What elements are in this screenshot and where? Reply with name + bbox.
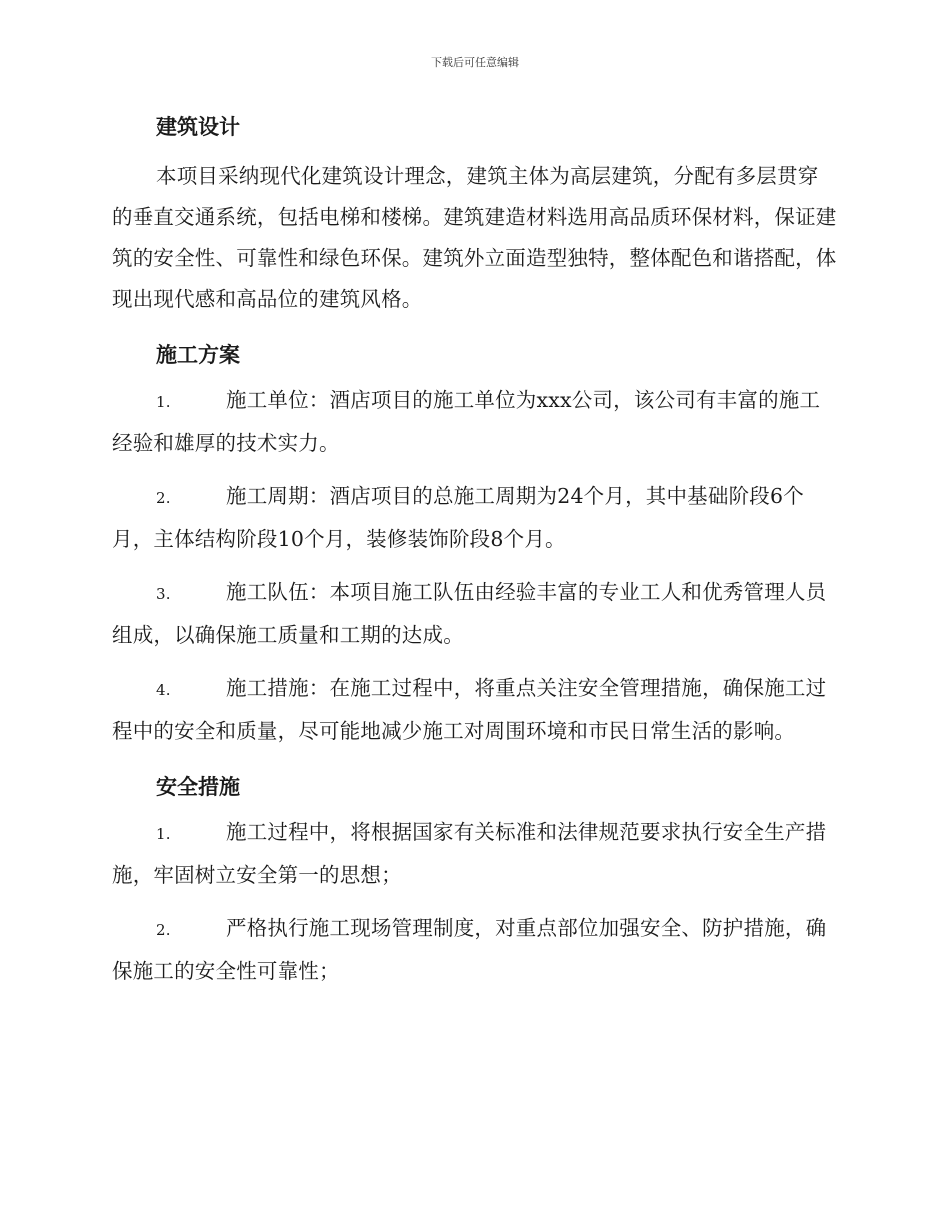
list-number: 1.	[156, 393, 171, 411]
section-heading-architecture: 建筑设计	[156, 114, 240, 139]
section-heading-safety: 安全措施	[156, 774, 240, 799]
list-number: 2.	[156, 489, 171, 507]
list-item-text: 施工过程中，将根据国家有关标准和法律规范要求执行安全生产措施，牢固树立安全第一的思想；	[112, 820, 827, 887]
list-item	[112, 476, 838, 560]
list-item	[112, 812, 838, 896]
list-item	[112, 380, 838, 464]
list-item	[112, 908, 838, 992]
list-item-text: 施工周期：酒店项目的总施工周期为24个月，其中基础阶段6个月，主体结构阶段10个月，装修装饰阶段8个月。	[112, 484, 804, 551]
section-heading-construction-plan: 施工方案	[156, 342, 240, 367]
list-item-text: 施工队伍：本项目施工队伍由经验丰富的专业工人和优秀管理人员组成，以确保施工质量和工期的达成。	[112, 580, 827, 647]
list-item-text: 施工单位：酒店项目的施工单位为xxx公司，该公司有丰富的施工经验和雄厚的技术实力。	[112, 388, 821, 455]
document-body	[112, 104, 838, 1004]
architecture-paragraph: 本项目采纳现代化建筑设计理念，建筑主体为高层建筑，分配有多层贯穿的垂直交通系统，包括电梯和楼梯。建筑建造材料选用高品质环保材料，保证建筑的安全性、可靠性和绿色环保。建筑外立面造型独特，整体配色和谐搭配，体现出现代感和高品位的建筑风格。	[112, 164, 837, 311]
page-header: 下载后可任意编辑	[431, 56, 519, 69]
list-number: 4.	[156, 681, 171, 699]
list-item-text: 施工措施：在施工过程中，将重点关注安全管理措施，确保施工过程中的安全和质量，尽可能地减少施工对周围环境和市民日常生活的影响。	[112, 676, 827, 743]
list-item	[112, 572, 838, 656]
list-item	[112, 668, 838, 752]
list-number: 2.	[156, 921, 171, 939]
list-number: 1.	[156, 825, 171, 843]
list-number: 3.	[156, 585, 171, 603]
list-item-text: 严格执行施工现场管理制度，对重点部位加强安全、防护措施，确保施工的安全性可靠性；	[112, 916, 827, 983]
